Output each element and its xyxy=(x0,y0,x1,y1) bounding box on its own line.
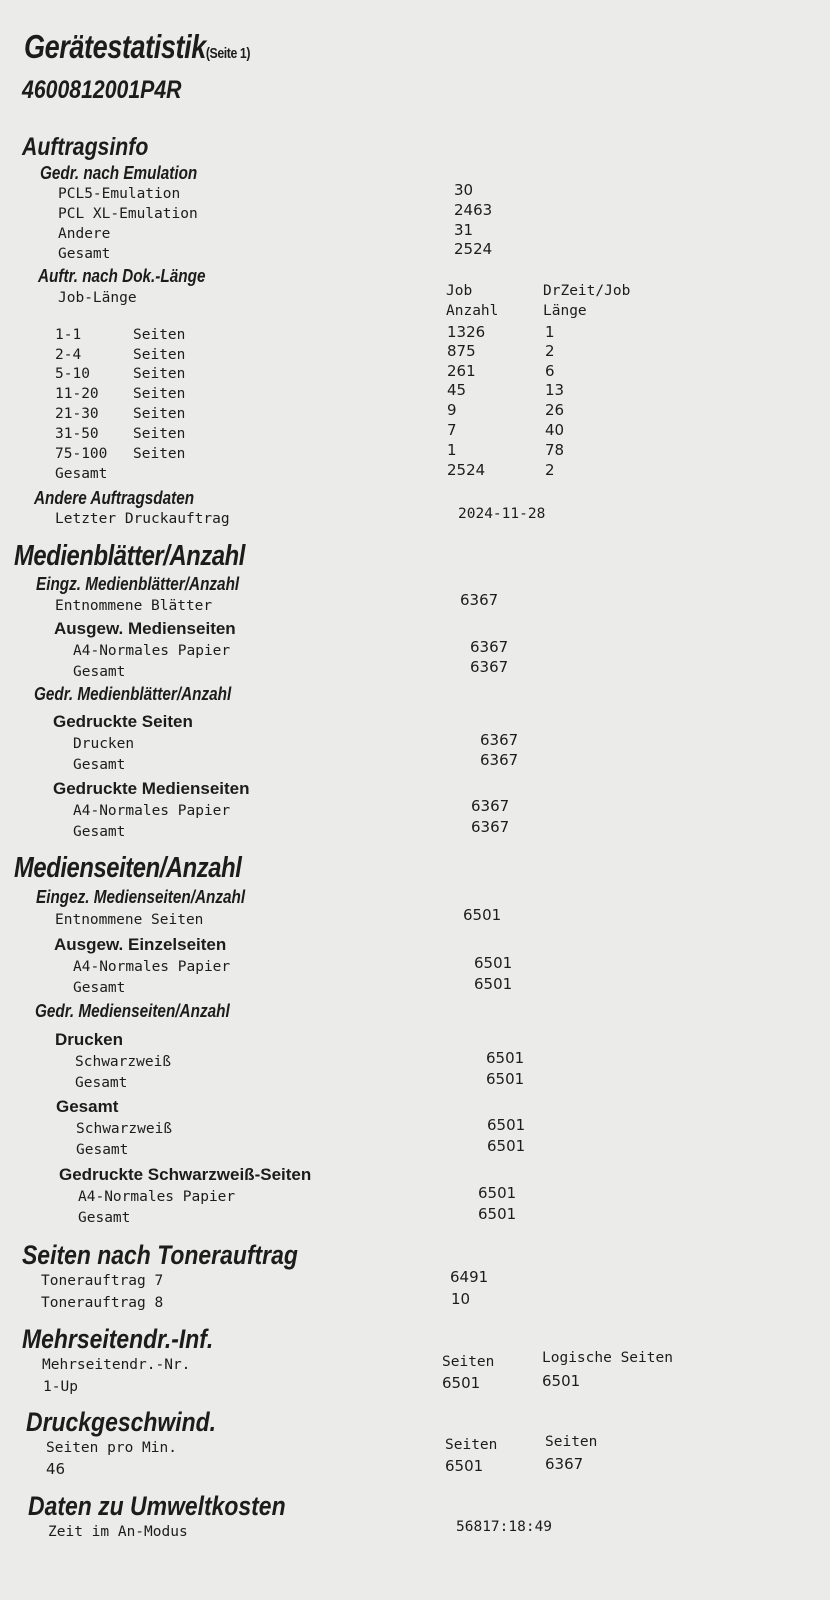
table-cell: 9 xyxy=(447,401,457,419)
row-label: Gesamt xyxy=(73,824,126,840)
row-value: 6491 xyxy=(450,1268,489,1286)
column-header: Seiten xyxy=(545,1434,598,1450)
row-label: Tonerauftrag 8 xyxy=(41,1295,164,1311)
table-cell: 261 xyxy=(447,362,476,380)
row-value: 6367 xyxy=(480,731,519,749)
row-label: A4-Normales Papier xyxy=(73,803,231,819)
table-cell: 1 xyxy=(545,323,555,341)
table-cell: Seiten xyxy=(133,347,186,363)
column-header: Job-Länge xyxy=(58,290,137,306)
subsection-emulation: Gedr. nach Emulation xyxy=(40,163,198,183)
row-value: 2463 xyxy=(454,201,493,219)
row-value: 6501 xyxy=(486,1070,525,1088)
table-cell: Seiten xyxy=(133,446,186,462)
column-header: Logische Seiten xyxy=(542,1350,673,1366)
row-label: Gesamt xyxy=(73,757,126,773)
row-value: 30 xyxy=(454,181,474,199)
table-cell: 6501 xyxy=(442,1374,481,1392)
section-geschwind: Druckgeschwind. xyxy=(26,1407,217,1437)
row-label: Andere xyxy=(58,226,111,242)
table-cell: Gesamt xyxy=(55,466,108,482)
table-cell: Seiten xyxy=(133,426,186,442)
row-value: 6501 xyxy=(463,906,502,924)
row-value: 2024-11-28 xyxy=(458,506,546,522)
table-cell: 1-1 xyxy=(55,327,82,343)
table-cell: 875 xyxy=(447,342,476,360)
row-label: Schwarzweiß xyxy=(75,1054,172,1070)
table-cell: 2 xyxy=(545,461,555,479)
table-cell: 2 xyxy=(545,342,555,360)
subheading-gedruckte-medienseiten: Gedruckte Medienseiten xyxy=(53,779,250,798)
row-label: PCL5-Emulation xyxy=(58,186,181,202)
table-cell: 7 xyxy=(447,421,457,439)
table-cell: 45 xyxy=(447,381,467,399)
table-cell: 5-10 xyxy=(55,366,90,382)
row-value: 6367 xyxy=(470,658,509,676)
row-label: A4-Normales Papier xyxy=(78,1189,236,1205)
table-cell: 6367 xyxy=(545,1455,584,1473)
row-label: Drucken xyxy=(73,736,135,752)
row-value: 6501 xyxy=(487,1116,526,1134)
subsection-eingz: Eingz. Medienblätter/Anzahl xyxy=(36,574,240,594)
column-header: Seiten xyxy=(445,1437,498,1453)
table-cell: Seiten xyxy=(133,386,186,402)
column-header: Länge xyxy=(543,303,587,319)
table-cell: 11-20 xyxy=(55,386,99,402)
table-cell: 1326 xyxy=(447,323,486,341)
row-value: 6367 xyxy=(480,751,519,769)
table-cell: 2-4 xyxy=(55,347,82,363)
row-label: Gesamt xyxy=(75,1075,128,1091)
table-cell: 26 xyxy=(545,401,565,419)
row-value: 6501 xyxy=(478,1184,517,1202)
row-value: 6367 xyxy=(471,818,510,836)
row-label: A4-Normales Papier xyxy=(73,643,231,659)
table-cell: 21-30 xyxy=(55,406,99,422)
section-mehrseiten: Mehrseitendr.-Inf. xyxy=(22,1324,214,1354)
table-cell: 1 xyxy=(447,441,457,459)
subsection-gedr-medienseiten: Gedr. Medienseiten/Anzahl xyxy=(35,1001,230,1021)
subheading-drucken: Drucken xyxy=(55,1030,124,1049)
column-header: Job xyxy=(446,283,473,299)
section-medienseiten: Medienseiten/Anzahl xyxy=(14,852,242,884)
table-cell: Seiten xyxy=(133,366,186,382)
row-value: 6367 xyxy=(460,591,499,609)
table-cell: 6 xyxy=(545,362,555,380)
table-cell: 40 xyxy=(545,421,565,439)
row-value: 2524 xyxy=(454,240,493,258)
column-header: Seiten xyxy=(442,1354,495,1370)
page-number-label: (Seite 1) xyxy=(205,45,251,62)
row-label: A4-Normales Papier xyxy=(73,959,231,975)
row-value: 6501 xyxy=(474,954,513,972)
row-label: Schwarzweiß xyxy=(76,1121,173,1137)
row-value: 6501 xyxy=(486,1049,525,1067)
column-header: DrZeit/Job xyxy=(543,283,631,299)
table-cell: Seiten xyxy=(133,327,186,343)
row-label: Zeit im An-Modus xyxy=(48,1524,188,1540)
subheading-schwarzweiss-seiten: Gedruckte Schwarzweiß-Seiten xyxy=(59,1165,312,1184)
row-value: 6501 xyxy=(478,1205,517,1223)
row-label: PCL XL-Emulation xyxy=(58,206,198,222)
subheading-ausgew: Ausgew. Medienseiten xyxy=(54,619,236,638)
subsection-doklaenge: Auftr. nach Dok.-Länge xyxy=(38,266,206,286)
serial-number: 4600812001P4R xyxy=(22,76,182,104)
table-cell: 1-Up xyxy=(43,1379,78,1395)
row-value: 56817:18:49 xyxy=(456,1519,553,1535)
row-label: Gesamt xyxy=(58,246,111,262)
section-medienblaetter: Medienblätter/Anzahl xyxy=(14,540,245,572)
subsection-andere: Andere Auftragsdaten xyxy=(34,488,195,508)
table-cell: 31-50 xyxy=(55,426,99,442)
page-title: Gerätestatistik(Seite 1) xyxy=(24,28,251,65)
row-label: Entnommene Seiten xyxy=(55,912,204,928)
subheading-gedruckte-seiten: Gedruckte Seiten xyxy=(53,712,193,731)
subsection-gedr: Gedr. Medienblätter/Anzahl xyxy=(34,684,232,704)
table-cell: 13 xyxy=(545,381,565,399)
row-value: 6367 xyxy=(470,638,509,656)
column-header: Anzahl xyxy=(446,303,499,319)
table-cell: 2524 xyxy=(447,461,486,479)
row-label: Entnommene Blätter xyxy=(55,598,213,614)
row-label: Tonerauftrag 7 xyxy=(41,1273,164,1289)
row-label: Gesamt xyxy=(73,664,126,680)
row-label: Gesamt xyxy=(78,1210,131,1226)
table-cell: 75-100 xyxy=(55,446,108,462)
column-header: Mehrseitendr.-Nr. xyxy=(42,1357,191,1373)
table-cell: 6501 xyxy=(542,1372,581,1390)
row-value: 10 xyxy=(451,1290,471,1308)
row-label: Gesamt xyxy=(76,1142,129,1158)
section-umwelt: Daten zu Umweltkosten xyxy=(28,1491,286,1521)
row-value: 6501 xyxy=(474,975,513,993)
table-cell: 46 xyxy=(46,1460,66,1478)
subheading-ausgew-einzelseiten: Ausgew. Einzelseiten xyxy=(54,935,227,954)
table-cell: 6501 xyxy=(445,1457,484,1475)
column-header: Seiten pro Min. xyxy=(46,1440,177,1456)
section-toner: Seiten nach Tonerauftrag xyxy=(22,1240,298,1270)
row-label: Gesamt xyxy=(73,980,126,996)
section-auftragsinfo: Auftragsinfo xyxy=(22,133,149,161)
row-label: Letzter Druckauftrag xyxy=(55,511,230,527)
row-value: 31 xyxy=(454,221,474,239)
subheading-gesamt: Gesamt xyxy=(56,1097,119,1116)
table-cell: Seiten xyxy=(133,406,186,422)
table-cell: 78 xyxy=(545,441,565,459)
row-value: 6367 xyxy=(471,797,510,815)
subsection-eingez: Eingez. Medienseiten/Anzahl xyxy=(36,887,246,907)
row-value: 6501 xyxy=(487,1137,526,1155)
